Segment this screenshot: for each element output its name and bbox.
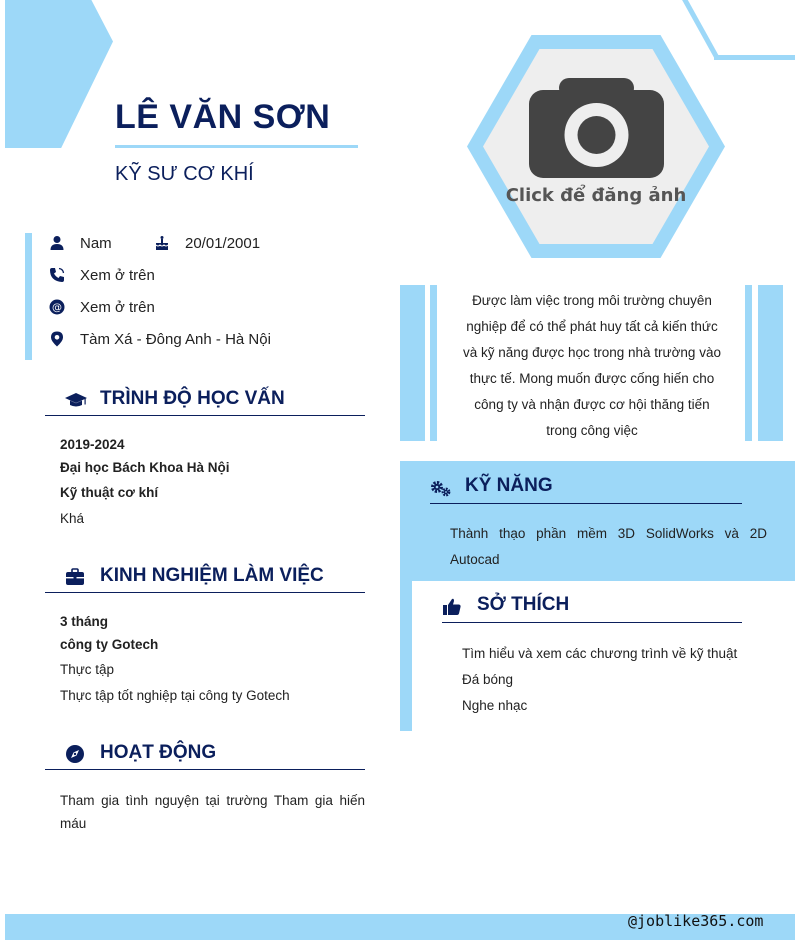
- skills-title: KỸ NĂNG: [465, 475, 553, 496]
- user-icon: [48, 234, 66, 252]
- experience-heading: [45, 561, 365, 593]
- experience-description: Thực tập tốt nghiệp tại công ty Gotech: [60, 688, 290, 703]
- decorative-corner-shape: [5, 0, 113, 148]
- map-pin-icon: [48, 330, 66, 348]
- objective-accent-bar: [430, 285, 437, 441]
- hobby-item: Đá bóng: [462, 672, 514, 687]
- graduation-cap-icon: [65, 390, 85, 410]
- education-major: Kỹ thuật cơ khí: [60, 485, 159, 500]
- objective-accent-bar: [400, 285, 425, 441]
- phone-row: [48, 263, 155, 287]
- career-objective: Được làm việc trong môi trường chuyên nghiệp để có thể phát huy tất cả kiến thức và kỹ năng được học trong nhà trường vào thực tế. Mong muốn được cống hiến cho công ty và nhận được cơ hội thăng tiến trong công việc: [463, 293, 721, 438]
- hobbies-accent-bar: [400, 581, 412, 731]
- hobby-item: Nghe nhạc: [462, 698, 528, 713]
- compass-icon: [65, 744, 85, 764]
- education-years: 2019-2024: [60, 437, 125, 452]
- birthday-cake-icon: [153, 234, 171, 252]
- objective-accent-bar: [758, 285, 783, 441]
- hobbies-heading: [442, 589, 742, 623]
- birthday-row: [153, 231, 260, 255]
- email-row: [48, 295, 155, 319]
- email-value: Xem ở trên: [80, 298, 155, 316]
- skills-text: Thành thạo phần mềm 3D SolidWorks và 2D Autocad: [450, 526, 767, 567]
- activities-heading: [45, 738, 365, 770]
- job-title: KỸ SƯ CƠ KHÍ: [115, 163, 254, 185]
- education-grade: Khá: [60, 511, 85, 526]
- education-title: TRÌNH ĐỘ HỌC VẤN: [100, 388, 285, 409]
- birthday-value: 20/01/2001: [185, 234, 261, 252]
- address-value: Tàm Xá - Đông Anh - Hà Nội: [80, 330, 271, 348]
- hobbies-title: SỞ THÍCH: [477, 594, 570, 615]
- decorative-line: [681, 0, 718, 57]
- phone-icon: [48, 266, 66, 284]
- skills-heading: [430, 470, 742, 504]
- name-divider: [115, 145, 358, 148]
- address-row: [48, 327, 271, 351]
- experience-company: công ty Gotech: [60, 637, 159, 652]
- education-school: Đại học Bách Khoa Hà Nội: [60, 460, 230, 475]
- education-heading: [45, 384, 365, 416]
- activities-text: Tham gia tình nguyện tại trường Tham gia hiến máu: [60, 793, 365, 831]
- hobby-item: Tìm hiểu và xem các chương trình về kỹ thuật: [462, 646, 738, 661]
- activities-title: HOẠT ĐỘNG: [100, 742, 217, 763]
- footer-website: @joblike365.com: [628, 912, 764, 930]
- decorative-line: [714, 55, 795, 60]
- upload-photo-label[interactable]: Click để đăng ảnh: [505, 185, 687, 206]
- svg-text:@: @: [52, 302, 62, 314]
- candidate-name: LÊ VĂN SƠN: [115, 98, 331, 136]
- experience-position: Thực tập: [60, 662, 115, 677]
- experience-title: KINH NGHIỆM LÀM VIỆC: [100, 565, 324, 586]
- objective-accent-bar: [745, 285, 752, 441]
- gender-row: [48, 231, 112, 255]
- phone-value: Xem ở trên: [80, 266, 155, 284]
- camera-icon[interactable]: [529, 78, 664, 178]
- experience-duration: 3 tháng: [60, 614, 109, 629]
- thumbs-up-icon: [442, 597, 464, 617]
- email-at-icon: [48, 298, 66, 316]
- briefcase-icon: [65, 567, 85, 587]
- gender-value: Nam: [80, 234, 112, 252]
- contact-accent-bar: [25, 233, 32, 360]
- gears-icon: [430, 478, 452, 498]
